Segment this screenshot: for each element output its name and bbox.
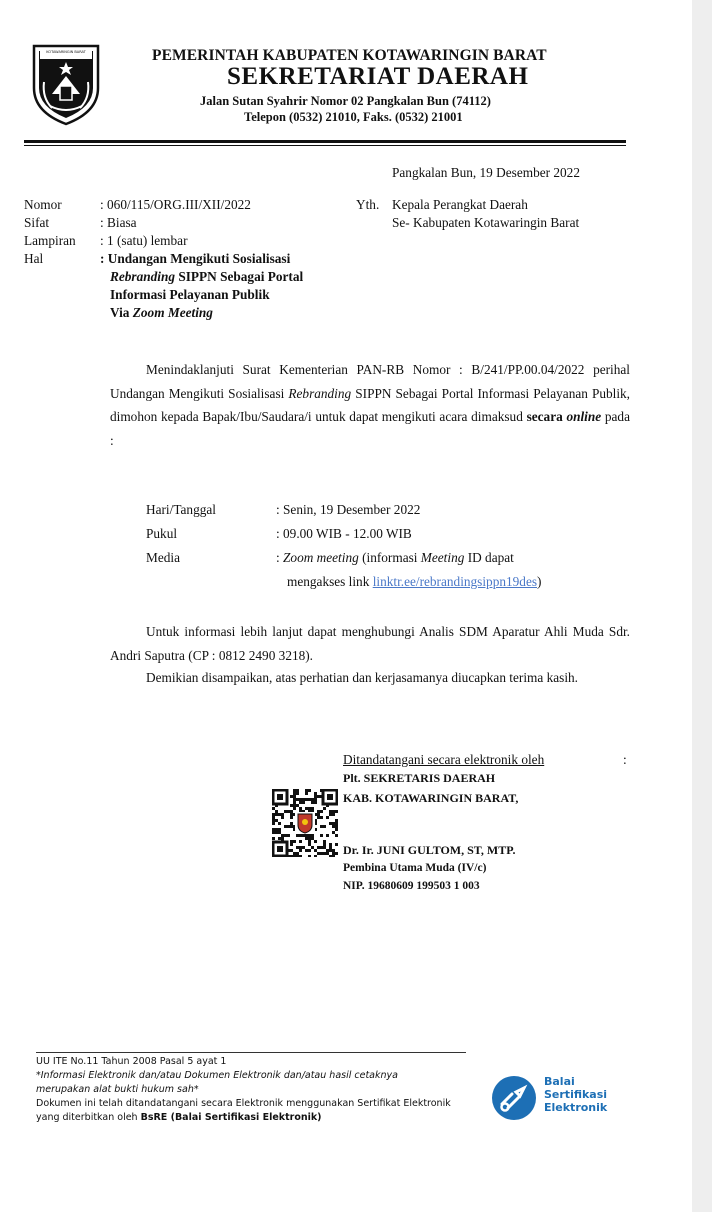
media-close: )	[537, 574, 542, 589]
bsre-word-balai: Balai	[544, 1075, 575, 1088]
footer-law: UU ITE No.11 Tahun 2008 Pasal 5 ayat 1	[36, 1056, 227, 1067]
sifat-value: : Biasa	[100, 215, 137, 230]
yth-label: Yth.	[356, 197, 380, 212]
media-meeting: Meeting	[420, 550, 465, 565]
nomor-value: : 060/115/ORG.III/XII/2022	[100, 197, 251, 212]
letterhead-office: SEKRETARIAT DAERAH	[227, 63, 529, 90]
hal-line-2-rest: SIPPN Sebagai Portal	[175, 269, 304, 284]
bsre-word-sertifikasi: Sertifikasi	[544, 1088, 608, 1101]
hari-label: Hari/Tanggal	[146, 502, 216, 517]
pukul-value: : 09.00 WIB - 12.00 WIB	[276, 526, 412, 541]
para1-text-3: pada :	[110, 409, 630, 448]
para1-text-2: SIPPN Sebagai Portal Informasi Pelayanan Publik, dimohon kepada Bapak/Ibu/Saudara/i untuk dapat mengikuti acara dimaksud	[110, 385, 631, 424]
footer-note-2	[36, 1112, 322, 1123]
para1-text-1: Menindaklanjuti Surat Kementerian PAN-RB Nomor : B/241/PP.00.04/2022 perihal Undangan Mengikuti Sosialisasi	[110, 362, 630, 401]
hal-line-4	[110, 305, 213, 321]
hari-value: : Senin, 19 Desember 2022	[276, 502, 421, 517]
signed-colon: :	[623, 752, 627, 767]
para1-online: online	[566, 409, 602, 424]
hal-via: Via	[110, 305, 133, 320]
nomor-label: Nomor	[24, 197, 62, 212]
recipient-line-2: Se- Kabupaten Kotawaringin Barat	[392, 215, 580, 230]
signer-position: Plt. SEKRETARIS DAERAH	[343, 771, 496, 785]
emblem-label: KOTAWARINGIN BARAT	[46, 50, 86, 54]
signer-nip: NIP. 19680609 199503 1 003	[343, 880, 480, 892]
media-label: Media	[146, 550, 180, 565]
bsre-logo-icon	[490, 1074, 538, 1122]
paragraph-intro	[110, 358, 630, 452]
hal-line-1: : Undangan Mengikuti Sosialisasi	[100, 251, 291, 266]
linktree-link[interactable]: linktr.ee/rebrandingsippn19des	[372, 574, 538, 589]
media-colon: :	[276, 550, 284, 565]
recipient-line-1: Kepala Perangkat Daerah	[392, 197, 528, 212]
signer-rank: Pembina Utama Muda (IV/c)	[343, 862, 487, 874]
hal-line-3: Informasi Pelayanan Publik	[110, 287, 270, 302]
footer-bsre-name: BsRE (Balai Sertifikasi Elektronik)	[140, 1112, 322, 1123]
hal-line-2	[110, 269, 303, 285]
media-value	[276, 550, 514, 566]
media-access-text: mengakses link	[287, 574, 373, 589]
media-mid: (informasi	[358, 550, 421, 565]
header-divider-thin	[24, 145, 626, 146]
signer-name: Dr. Ir. JUNI GULTOM, ST, MTP.	[343, 843, 516, 857]
letterhead-phone: Telepon (0532) 21010, Faks. (0532) 21001	[244, 110, 463, 124]
header-divider-thick	[24, 140, 626, 143]
sifat-label: Sifat	[24, 215, 50, 230]
footer-note-1: Dokumen ini telah ditandatangani secara Elektronik menggunakan Sertifikat Elektronik	[36, 1098, 451, 1109]
footer-quote-2: merupakan alat bukti hukum sah*	[36, 1084, 199, 1095]
media-zoom: Zoom meeting	[283, 550, 359, 565]
signature-qr-code-icon	[272, 789, 338, 857]
signed-electronically: Ditandatangani secara elektronik oleh	[343, 752, 545, 767]
hal-label: Hal	[24, 251, 44, 266]
footer-divider	[36, 1052, 466, 1053]
lampiran-value: : 1 (satu) lembar	[100, 233, 188, 248]
paragraph-closing: Demikian disampaikan, atas perhatian dan kerjasamanya diucapkan terima kasih.	[146, 670, 578, 685]
pukul-label: Pukul	[146, 526, 178, 541]
hal-rebranding: Rebranding	[110, 269, 176, 284]
media-end: ID dapat	[464, 550, 514, 565]
footer-note-2-text: yang diterbitkan oleh	[36, 1112, 141, 1123]
regency-emblem-icon	[30, 42, 102, 126]
lampiran-label: Lampiran	[24, 233, 76, 248]
paragraph-contact: Untuk informasi lebih lanjut dapat menghubungi Analis SDM Aparatur Ahli Muda Sdr. Andri Saputra (CP : 0812 2490 3218).	[110, 624, 630, 663]
letterhead-government: PEMERINTAH KABUPATEN KOTAWARINGIN BARAT	[152, 47, 547, 64]
bsre-word-elektronik: Elektronik	[544, 1101, 608, 1114]
letter-date: Pangkalan Bun, 19 Desember 2022	[392, 165, 580, 180]
footer-quote-1: *Informasi Elektronik dan/atau Dokumen Elektronik dan/atau hasil cetaknya	[36, 1070, 398, 1081]
hal-zoom: Zoom Meeting	[132, 305, 213, 320]
letterhead-address: Jalan Sutan Syahrir Nomor 02 Pangkalan Bun (74112)	[200, 94, 491, 108]
media-line-2	[287, 574, 541, 590]
para1-secara: secara	[526, 409, 567, 424]
signer-region: KAB. KOTAWARINGIN BARAT,	[343, 791, 519, 805]
para1-rebranding: Rebranding	[288, 385, 352, 401]
